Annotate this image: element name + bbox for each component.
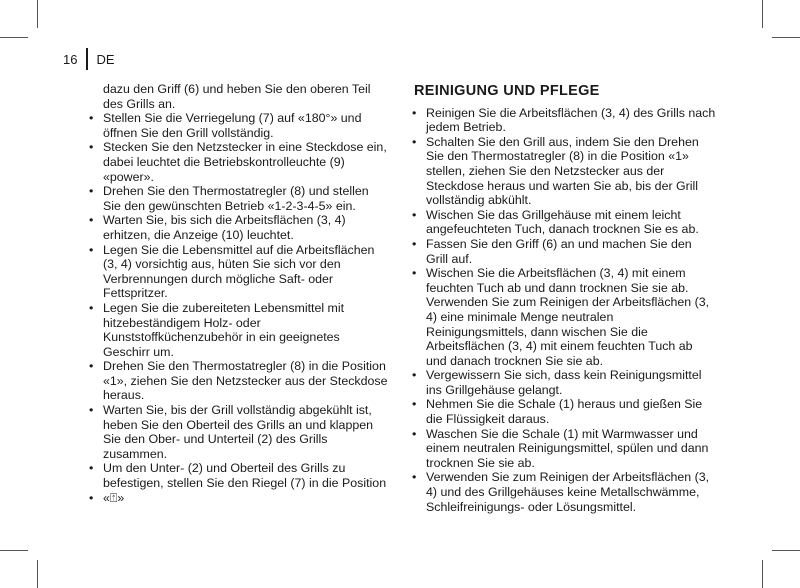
page-header (63, 48, 115, 70)
bullet-glyph: • (412, 397, 417, 412)
bullet-glyph: • (89, 359, 94, 374)
bullet-glyph: • (89, 184, 94, 199)
bullet-glyph: • (89, 140, 94, 155)
continuation-text: dazu den Griff (6) und heben Sie den oberen Teil des Grills an. (103, 82, 371, 111)
list-item: • Wischen Sie das Grillgehäuse mit einem leicht angefeuchteten Tuch, danach trocknen Sie es ab. (412, 207, 699, 237)
crop-mark (37, 560, 38, 588)
bullet-glyph: • (89, 490, 94, 505)
list-item: • Nehmen Sie die Schale (1) heraus und gießen Sie die Flüssigkeit daraus. (412, 397, 703, 427)
left-column (89, 82, 389, 505)
bullet-glyph: • (412, 105, 417, 120)
crop-mark (772, 550, 800, 551)
bullet-glyph: • (89, 461, 94, 476)
list-item: • Waschen Sie die Schale (1) mit Warmwasser und einem neutralen Reinigungsmittel, spülen und dann trocknen Sie sie ab. (412, 426, 709, 470)
bullet-glyph: • (412, 236, 417, 251)
language-label: DE (96, 51, 115, 67)
list-item: • Warten Sie, bis sich die Arbeitsflächen (3, 4) erhitzen, die Anzeige (10) leuchtet. (89, 213, 346, 242)
bullet-glyph: • (412, 368, 417, 383)
list-item: • Legen Sie die Lebensmittel auf die Arbeitsflächen (3, 4) vorsichtig aus, hüten Sie sich vor den Verbrennungen durch mögliche Saft- oder Fettspritzer. (89, 242, 375, 301)
bullet-glyph: • (89, 111, 94, 126)
list-item: • Vergewissern Sie sich, dass kein Reinigungsmittel ins Grillgehäuse gelangt. (412, 368, 702, 397)
crop-mark (772, 37, 800, 38)
list-item: • Verwenden Sie zum Reinigen der Arbeitsflächen (3, 4) und des Grillgehäuses keine Metallschwämme, Schleifreinigungs- oder Lösungsmittel. (412, 470, 710, 514)
list-item: • Fassen Sie den Griff (6) an und machen Sie den Grill auf. (412, 236, 692, 266)
list-item: • Reinigen Sie die Arbeitsflächen (3, 4) des Grills nach jedem Betrieb. (412, 105, 716, 135)
bullet-glyph: • (89, 300, 94, 315)
instruction-list (89, 111, 389, 505)
bullet-glyph: • (89, 403, 94, 418)
bullet-glyph: • (412, 470, 417, 485)
list-item (89, 491, 389, 506)
list-item: • Schalten Sie den Grill aus, indem Sie den Drehen Sie den Thermostatregler (8) in die Position «1» stellen, ziehen Sie den Netzstecker aus der Steckdose heraus und warten Sie ab, bis der Grill vollständig abkühlt. (412, 134, 699, 208)
crop-mark (0, 550, 28, 551)
crop-mark (762, 560, 763, 588)
right-column (412, 82, 716, 514)
header-divider (86, 48, 88, 70)
section-title: REINIGUNG UND PFLEGE (414, 83, 600, 99)
bullet-glyph: • (89, 213, 94, 228)
list-item: • Stecken Sie den Netzstecker in eine Steckdose ein, dabei leuchtet die Betriebskontrolleuchte (9) «power». (89, 140, 387, 184)
list-item: • Drehen Sie den Thermostatregler (8) und stellen Sie den gewünschten Betrieb «1-2-3-4-5» ein. (89, 184, 369, 213)
bullet-glyph: • (412, 207, 417, 222)
cleaning-list (412, 106, 716, 515)
list-item: • Drehen Sie den Thermostatregler (8) in die Position «1», ziehen Sie den Netzstecker aus der Steckdose heraus. (89, 359, 388, 403)
list-item: • Wischen Sie die Arbeitsflächen (3, 4) mit einem feuchten Tuch ab und dann trocknen Sie sie ab. Verwenden Sie zum Reinigen der Arbeitsflächen (3, 4) eine minimale Menge neutralen Reinigungsmittels, dann wischen Sie die Arbeitsflächen (3, 4) mit einem feuchten Tuch ab und danach trocknen Sie sie ab. (412, 266, 710, 368)
list-item: • Um den Unter- (2) und Oberteil des Grills zu befestigen, stellen Sie den Riegel (7) in die Position (89, 461, 387, 491)
bullet-glyph: • (412, 266, 417, 281)
crop-mark (762, 0, 763, 28)
page-number: 16 (63, 51, 78, 67)
bullet-glyph: • (412, 134, 417, 149)
lock-position-symbol: «⍐» (103, 490, 125, 505)
list-item: • Legen Sie die zubereiteten Lebensmittel mit hitzebeständigem Holz- oder Kunststoffküchenzubehör in ein geeignetes Geschirr um. (89, 300, 345, 359)
crop-mark (0, 37, 28, 38)
list-item: • Stellen Sie die Verriegelung (7) auf «180°» und öffnen Sie den Grill vollständig. (89, 111, 362, 140)
list-item: • Warten Sie, bis der Grill vollständig abgekühlt ist, heben Sie den Oberteil des Grills an und klappen Sie den Ober- und Unterteil (2) des Grills zusammen. (89, 403, 374, 461)
bullet-glyph: • (412, 426, 417, 441)
crop-mark (37, 0, 38, 28)
bullet-glyph: • (89, 242, 94, 257)
